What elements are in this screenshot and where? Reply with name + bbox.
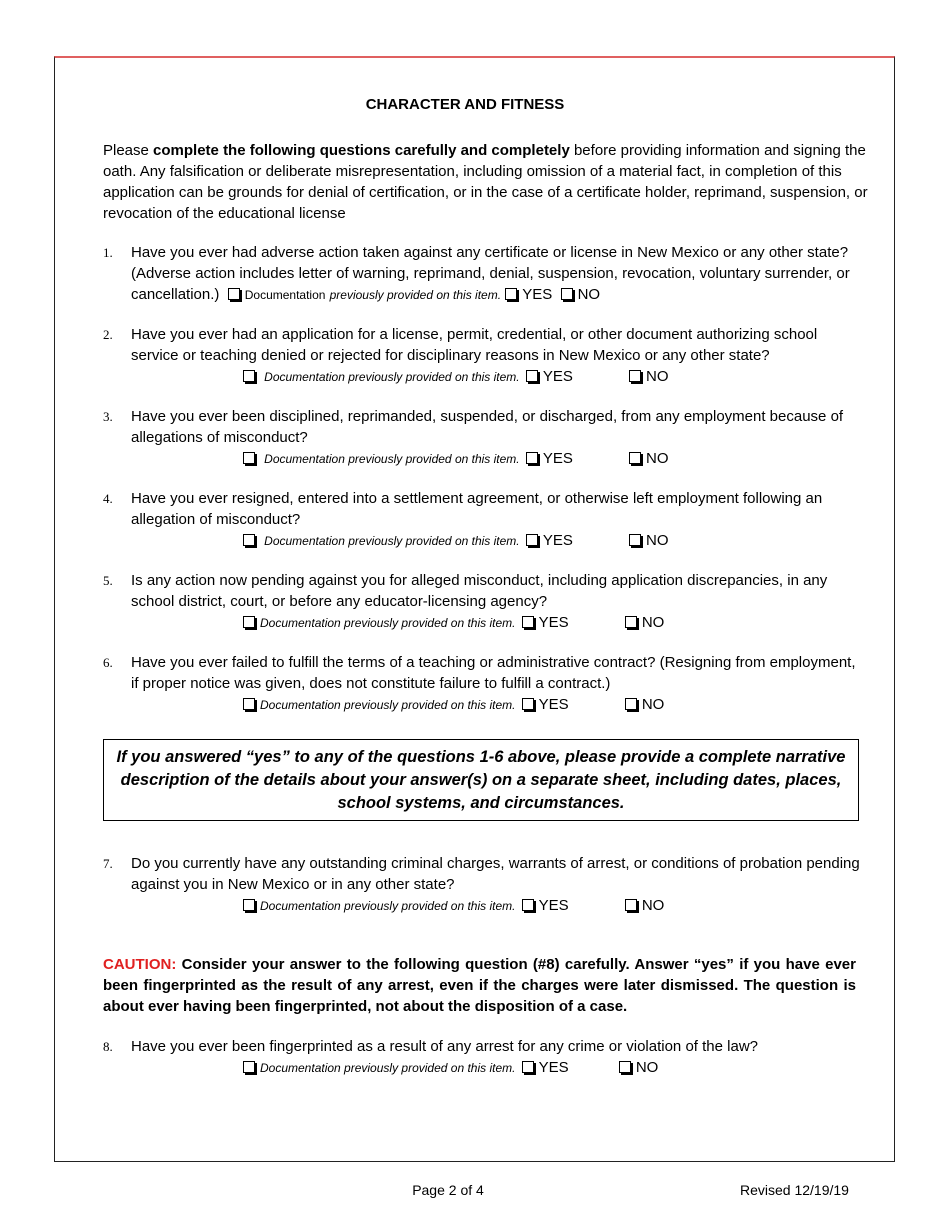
intro-lead: Please (103, 142, 154, 159)
q5-yes-label: YES (538, 614, 569, 631)
question-number: 8. (103, 1039, 113, 1054)
q5-doc-label: Documentation previously provided on this item. (260, 616, 516, 630)
q8-yes-label: YES (538, 1059, 569, 1076)
q2-no-label: NO (646, 368, 669, 385)
q2-no-checkbox[interactable] (629, 370, 641, 382)
q1-doc-plain: Documentation (244, 288, 326, 302)
question-text: Have you ever had an application for a license, permit, credential, or other document authorizing school service or teaching denied or rejected for disciplinary reasons in New Mexico or any other state? (131, 326, 818, 364)
q2-documentation-checkbox[interactable] (243, 370, 255, 382)
q6-doc-label: Documentation previously provided on this item. (260, 698, 516, 712)
q2-doc-label: Documentation previously provided on this item. (264, 370, 520, 384)
question-number: 2. (103, 327, 113, 342)
q6-no-checkbox[interactable] (625, 698, 637, 710)
q7-no-label: NO (641, 897, 665, 914)
q4-yes-checkbox[interactable] (526, 534, 538, 546)
q4-no-label: NO (646, 532, 669, 549)
question-number: 7. (103, 856, 113, 871)
q6-yes-label: YES (538, 696, 569, 713)
q5-documentation-checkbox[interactable] (243, 616, 255, 628)
q4-yes-label: YES (542, 532, 573, 549)
question-8 (103, 1036, 863, 1057)
q7-yes-label: YES (538, 897, 569, 914)
question-text: Have you ever failed to fulfill the terms of a teaching or administrative contract? (Resigning from employment, if proper notice was given, does not constitute failure to fulfill a contract.) (131, 654, 856, 692)
q3-yes-checkbox[interactable] (526, 452, 538, 464)
question-number: 1. (103, 245, 113, 260)
q5-no-checkbox[interactable] (625, 616, 637, 628)
question-4 (103, 488, 863, 530)
page-number: Page 2 of 4 (412, 1182, 484, 1198)
revision-date: Revised 12/19/19 (740, 1182, 849, 1198)
q6-no-label: NO (641, 696, 665, 713)
question-text: Have you ever resigned, entered into a settlement agreement, or otherwise left employment following an allegation of misconduct? (131, 490, 823, 528)
q8-no-label: NO (635, 1059, 659, 1076)
q3-documentation-checkbox[interactable] (243, 452, 255, 464)
q1-no-checkbox[interactable] (561, 288, 573, 300)
q4-doc-label: Documentation previously provided on this item. (264, 534, 520, 548)
q2-yes-label: YES (542, 368, 573, 385)
question-number: 5. (103, 573, 113, 588)
q7-answer-row (243, 895, 664, 917)
q6-answer-row (243, 694, 664, 716)
caution-text: Consider your answer to the following question (#8) carefully. Answer “yes” if you have ever been fingerprinted as the result of any arrest, even if the charges were later dismissed. The question is about ever having been fingerprinted, not about the disposition of a case. (103, 956, 856, 1015)
q3-no-checkbox[interactable] (629, 452, 641, 464)
q4-no-checkbox[interactable] (629, 534, 641, 546)
q1-no-label: NO (577, 286, 601, 303)
q1-documentation-checkbox[interactable] (228, 288, 240, 300)
question-2 (103, 324, 863, 366)
q8-documentation-checkbox[interactable] (243, 1061, 255, 1073)
q2-yes-checkbox[interactable] (526, 370, 538, 382)
question-text-body: Have you ever had adverse action taken against any certificate or license in New Mexico or any other state? (Adverse action includes letter of warning, reprimand, denial, suspension, revocation, voluntary surrender, or cancellation.) (131, 244, 850, 303)
question-7 (103, 853, 863, 895)
q3-answer-row (243, 448, 669, 470)
q4-answer-row (243, 530, 669, 552)
intro-paragraph (103, 140, 898, 224)
yes-answer-notice-box: If you answered “yes” to any of the questions 1-6 above, please provide a complete narrative description of the details about your answer(s) on a separate sheet, including dates, places, school systems, and circumstances. (103, 739, 859, 821)
question-3 (103, 406, 863, 448)
intro-bold: complete the following questions carefully and completely (153, 142, 570, 159)
question-text: Is any action now pending against you for alleged misconduct, including application discrepancies, in any school district, court, or before any educator-licensing agency? (131, 572, 828, 610)
question-number: 4. (103, 491, 113, 506)
q8-doc-label: Documentation previously provided on this item. (260, 1061, 516, 1075)
q7-documentation-checkbox[interactable] (243, 899, 255, 911)
q3-no-label: NO (646, 450, 669, 467)
question-1 (103, 242, 863, 306)
q5-no-label: NO (641, 614, 665, 631)
q5-yes-checkbox[interactable] (522, 616, 534, 628)
question-5 (103, 570, 863, 612)
question-number: 6. (103, 655, 113, 670)
q5-answer-row (243, 612, 664, 634)
q3-doc-label: Documentation previously provided on this item. (264, 452, 520, 466)
q1-yes-checkbox[interactable] (505, 288, 517, 300)
q3-yes-label: YES (542, 450, 573, 467)
q8-answer-row (243, 1057, 658, 1079)
q7-no-checkbox[interactable] (625, 899, 637, 911)
caution-label: CAUTION: (103, 956, 177, 973)
q7-doc-label: Documentation previously provided on this item. (260, 899, 516, 913)
q4-documentation-checkbox[interactable] (243, 534, 255, 546)
intro-rest: before providing information and signing the oath. Any falsification or deliberate misrepresentation, including omission of a material fact, in completion of this application can be grounds for denial of certification, or in the case of a certificate holder, reprimand, suspension, or revocation of the educational license (103, 142, 868, 222)
q1-yes-label: YES (522, 286, 553, 303)
q8-no-checkbox[interactable] (619, 1061, 631, 1073)
question-text: Do you currently have any outstanding criminal charges, warrants of arrest, or conditions of probation pending against you in New Mexico or in any other state? (131, 855, 860, 893)
caution-paragraph (103, 954, 856, 1017)
q1-doc-italic: previously provided on this item. (329, 288, 502, 302)
page-title: CHARACTER AND FITNESS (365, 96, 565, 113)
question-text: Have you ever been fingerprinted as a result of any arrest for any crime or violation of the law? (131, 1038, 758, 1055)
question-6 (103, 652, 863, 694)
question-text (131, 242, 863, 306)
question-text: Have you ever been disciplined, reprimanded, suspended, or discharged, from any employment because of allegations of misconduct? (131, 408, 844, 446)
q8-yes-checkbox[interactable] (522, 1061, 534, 1073)
q7-yes-checkbox[interactable] (522, 899, 534, 911)
q2-answer-row (243, 366, 669, 388)
q6-yes-checkbox[interactable] (522, 698, 534, 710)
question-number: 3. (103, 409, 113, 424)
q6-documentation-checkbox[interactable] (243, 698, 255, 710)
